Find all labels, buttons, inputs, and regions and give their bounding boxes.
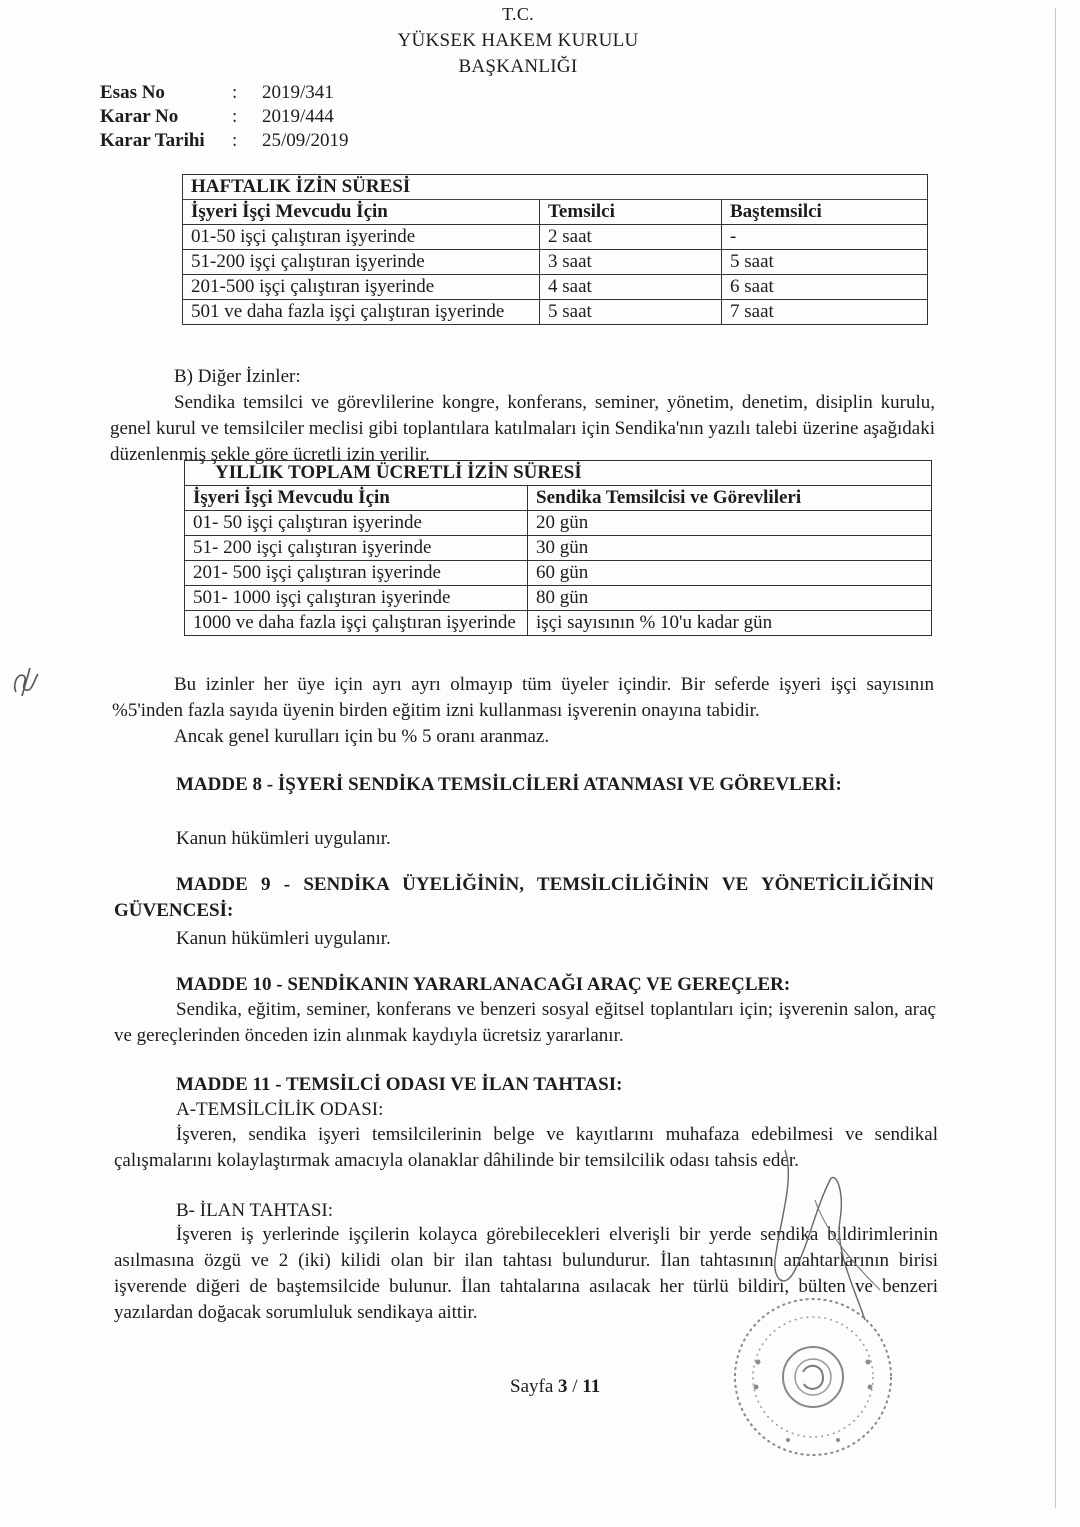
- section-b-text: Sendika temsilci ve görevlilerine kongre, konferans, seminer, yönetim, denetim, disiplin kurulu, genel kurul ve temsilciler meclisi gibi toplantılara katılmaları için Sendika'nın yazılı talebi üzerine aşağıdaki düzenlenmiş şekle göre ücretli izin verilir.: [110, 392, 935, 465]
- meta-sep: :: [232, 82, 238, 103]
- meta-label: Esas No: [100, 82, 165, 103]
- table-row: [183, 250, 928, 275]
- table-cell: 30 gün: [528, 536, 932, 561]
- table-cell: 201- 500 işçi çalıştıran işyerinde: [185, 561, 528, 586]
- table-header-cell: İşyeri İşçi Mevcudu İçin: [183, 200, 540, 225]
- annual-leave-table: [184, 460, 932, 636]
- section-b-title: B) Diğer İzinler:: [174, 366, 301, 387]
- table-title: HAFTALIK İZİN SÜRESİ: [183, 175, 928, 200]
- table-row: [183, 225, 928, 250]
- table-cell: 5 saat: [722, 250, 928, 275]
- margin-initials-icon: [8, 662, 44, 702]
- madde-8-text: Kanun hükümleri uygulanır.: [176, 828, 391, 849]
- note-paragraph: Bu izinler her üye için ayrı ayrı olmayıp tüm üyeler içindir. Bir seferde işyeri işçi sayısının %5'inden fazla sayıda üyenin birden eğitim izni kullanması işverenin onayına tabidir.: [112, 674, 934, 721]
- meta-row-karar: [100, 106, 349, 130]
- meta-value: 2019/341: [262, 82, 334, 103]
- madde-9-title: MADDE 9 - SENDİKA ÜYELİĞİNİN, TEMSİLCİLİĞİNİN VE YÖNETİCİLİĞİNİN GÜVENCESİ:: [114, 874, 934, 921]
- page-total: 11: [582, 1376, 601, 1397]
- table-cell: 5 saat: [540, 300, 722, 325]
- table-cell: 51-200 işçi çalıştıran işyerinde: [183, 250, 540, 275]
- table-row: [185, 511, 932, 536]
- table-header-cell: Sendika Temsilcisi ve Görevlileri: [528, 486, 932, 511]
- header-tc: T.C.: [502, 4, 534, 24]
- madde-11-b-title: B- İLAN TAHTASI:: [176, 1200, 334, 1221]
- table-header-cell: Temsilci: [540, 200, 722, 225]
- table-cell: 501 ve daha fazla işçi çalıştıran işyerinde: [183, 300, 540, 325]
- table-cell: 6 saat: [722, 275, 928, 300]
- meta-sep: :: [232, 130, 238, 151]
- note-paragraph-2: Ancak genel kurulları için bu % 5 oranı aranmaz.: [174, 726, 550, 747]
- header-org: YÜKSEK HAKEM KURULU: [397, 30, 639, 51]
- header-dept: BAŞKANLIĞI: [458, 56, 578, 77]
- scan-edge-line: [1055, 8, 1056, 1508]
- table-cell: 1000 ve daha fazla işçi çalıştıran işyerinde: [185, 611, 528, 636]
- table-cell: 3 saat: [540, 250, 722, 275]
- meta-value: 2019/444: [262, 106, 334, 127]
- table-cell: 2 saat: [540, 225, 722, 250]
- table-cell: işçi sayısının % 10'u kadar gün: [528, 611, 932, 636]
- table-cell: 80 gün: [528, 586, 932, 611]
- page-prefix: Sayfa: [510, 1376, 559, 1397]
- meta-sep: :: [232, 106, 238, 127]
- meta-row-esas: [100, 82, 349, 106]
- table-cell: 60 gün: [528, 561, 932, 586]
- meta-label: Karar Tarihi: [100, 130, 205, 151]
- official-seal-stamp: [728, 1292, 898, 1462]
- madde-11-a-title: A-TEMSİLCİLİK ODASI:: [176, 1099, 384, 1120]
- table-row: [185, 536, 932, 561]
- table-cell: -: [722, 225, 928, 250]
- table-cell: 501- 1000 işçi çalıştıran işyerinde: [185, 586, 528, 611]
- table-cell: 01-50 işçi çalıştıran işyerinde: [183, 225, 540, 250]
- page-number: [510, 1376, 600, 1398]
- meta-row-tarih: [100, 130, 349, 154]
- meta-label: Karar No: [100, 106, 179, 127]
- table-header-cell: Baştemsilci: [722, 200, 928, 225]
- page-current: 3: [558, 1376, 568, 1397]
- madde-8-title: MADDE 8 - İŞYERİ SENDİKA TEMSİLCİLERİ ATANMASI VE GÖREVLERİ:: [176, 774, 842, 795]
- madde-10-text: Sendika, eğitim, seminer, konferans ve benzeri sosyal eğitsel toplantıları için; işverenin salon, araç ve gereçlerinden önceden izin alınmak kaydıyla ücretsiz yararlanır.: [114, 999, 936, 1046]
- table-cell: 20 gün: [528, 511, 932, 536]
- table-cell: 201-500 işçi çalıştıran işyerinde: [183, 275, 540, 300]
- table-row: [185, 586, 932, 611]
- table-row: [185, 561, 932, 586]
- table-cell: 7 saat: [722, 300, 928, 325]
- table-title: YILLIK TOPLAM ÜCRETLİ İZİN SÜRESİ: [185, 461, 932, 486]
- table-cell: 4 saat: [540, 275, 722, 300]
- case-meta: [100, 82, 349, 154]
- madde-11-b-text: İşveren iş yerlerinde işçilerin kolayca görebilecekleri elverişli bir yerde sendika bildirimlerinin asılmasına özgü ve 2 (iki) kilidi olan bir ilan tahtası bulundurur. İlan tahtasının anahtarlarının birisi işverende diğeri de baştemsilcide bulunur. İlan tahtalarına asılacak her türlü bildiri, bülten ve benzeri yazılardan doğacak sorumluluk sendikaya aittir.: [114, 1224, 938, 1323]
- madde-10-title: MADDE 10 - SENDİKANIN YARARLANACAĞI ARAÇ VE GEREÇLER:: [176, 974, 791, 995]
- meta-value: 25/09/2019: [262, 130, 349, 151]
- table-header-cell: İşyeri İşçi Mevcudu İçin: [185, 486, 528, 511]
- page-sep: /: [567, 1376, 583, 1397]
- table-cell: 51- 200 işçi çalıştıran işyerinde: [185, 536, 528, 561]
- madde-11-title: MADDE 11 - TEMSİLCİ ODASI VE İLAN TAHTASI:: [176, 1074, 623, 1095]
- table-row: [183, 300, 928, 325]
- madde-11-a-text: İşveren, sendika işyeri temsilcilerinin belge ve kayıtlarını muhafaza edebilmesi ve sendikal çalışmalarını kolaylaştırmak amacıyla olanaklar dâhilinde bir temsilcilik odası tahsis eder.: [114, 1124, 938, 1171]
- table-row: [183, 275, 928, 300]
- table-cell: 01- 50 işçi çalıştıran işyerinde: [185, 511, 528, 536]
- table-row: [185, 611, 932, 636]
- weekly-leave-table: [182, 174, 928, 325]
- madde-9-text: Kanun hükümleri uygulanır.: [176, 928, 391, 949]
